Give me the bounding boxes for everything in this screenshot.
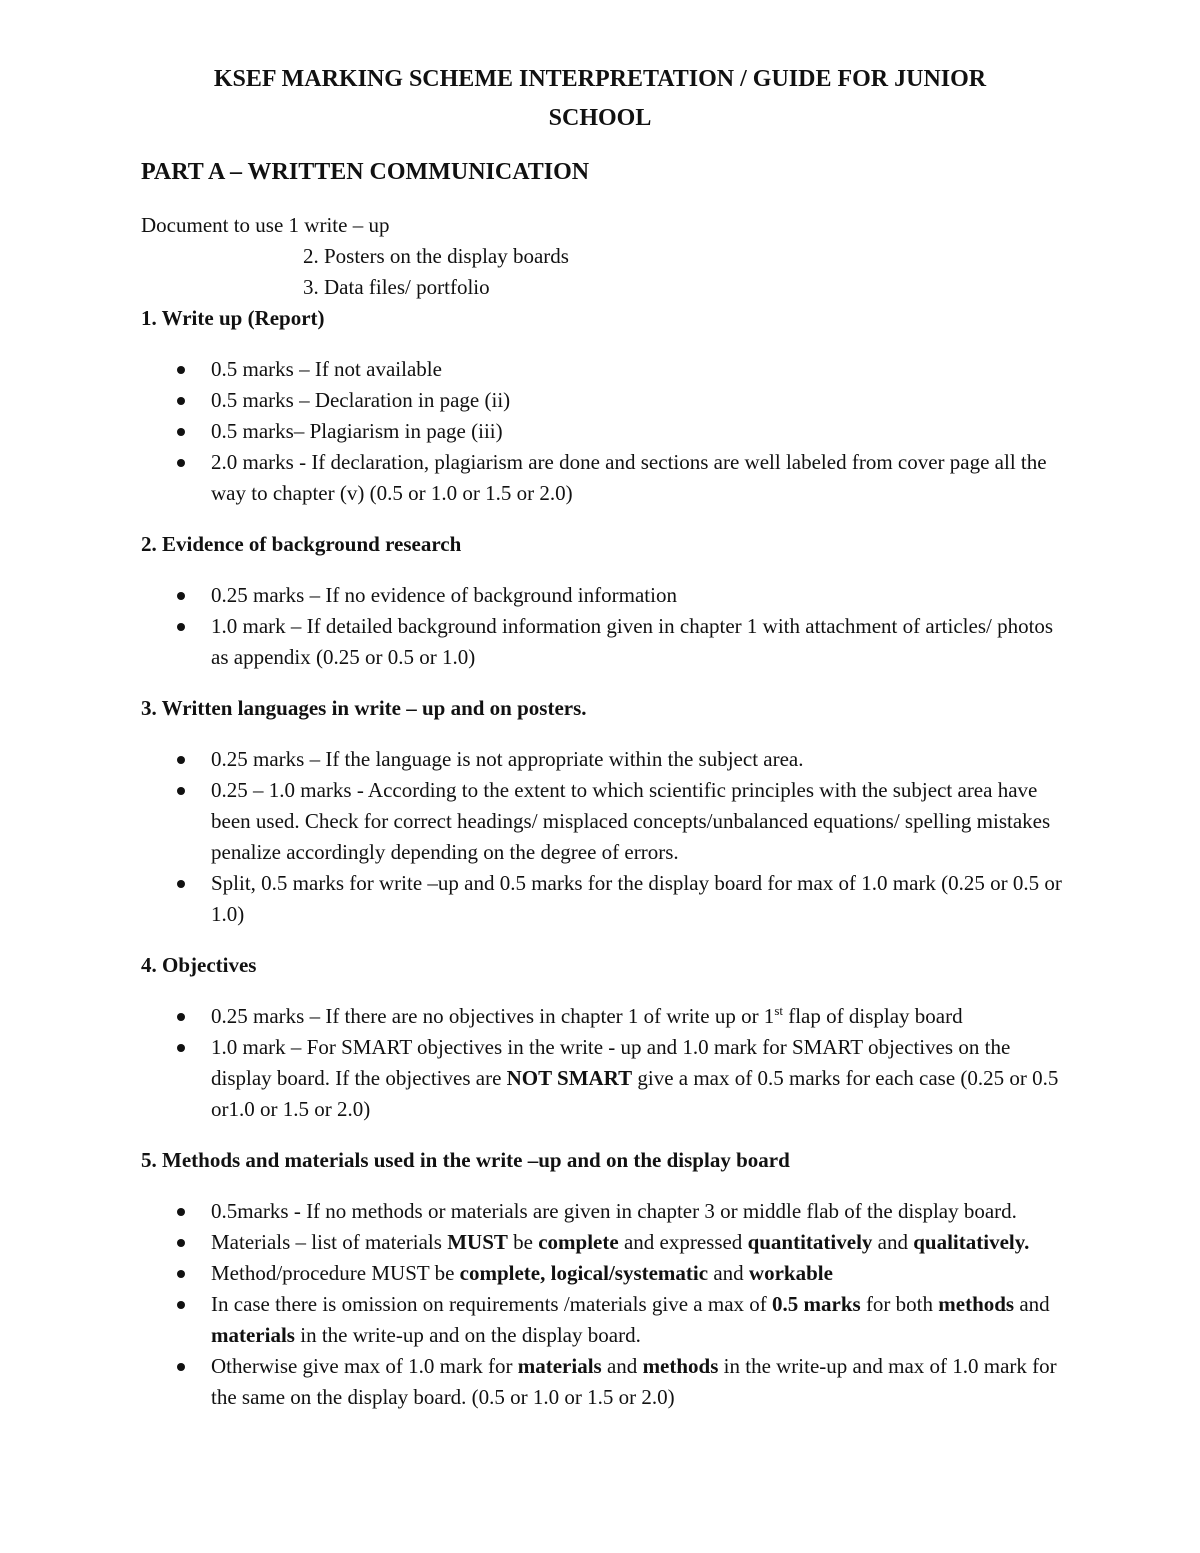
bullet-icon (177, 459, 185, 467)
list-item: Split, 0.5 marks for write –up and 0.5 marks for the display board for max of 1.0 mark (0.25 or 0.5 or 1.0) (141, 868, 1071, 930)
list-item: 2.0 marks - If declaration, plagiarism are done and sections are well labeled from cover page all the way to chapter (v) (0.5 or 1.0 or 1.5 or 2.0) (141, 447, 1071, 509)
documents-line-1: Document to use 1 write – up (141, 213, 390, 237)
section-heading-5: 5. Methods and materials used in the write –up and on the display board (141, 1148, 790, 1172)
bullet-icon (177, 1239, 185, 1247)
bullet-icon (177, 880, 185, 888)
list-item: Materials – list of materials MUST be complete and expressed quantitatively and qualitatively. (141, 1227, 1071, 1258)
list-item: 0.5 marks – If not available (141, 354, 1071, 385)
list-item: 1.0 mark – For SMART objectives in the write - up and 1.0 mark for SMART objectives on the display board. If the objectives are NOT SMART give a max of 0.5 marks for each case (0.25 or 0.5 or1.0 or 1.5 or 2.0) (141, 1032, 1071, 1125)
bullet-icon (177, 1044, 185, 1052)
bullet-icon (177, 397, 185, 405)
bullet-icon (177, 1013, 185, 1021)
list-item: 0.25 marks – If no evidence of background information (141, 580, 1071, 611)
bullet-icon (177, 1301, 185, 1309)
list-item: 0.25 marks – If the language is not appropriate within the subject area. (141, 744, 1071, 775)
bullet-icon (177, 1363, 185, 1371)
bullet-icon (177, 623, 185, 631)
list-item: 0.25 – 1.0 marks - According to the extent to which scientific principles with the subject area have been used. Check for correct headings/ misplaced concepts/unbalanced equations/ spelling mistakes penalize accordingly depending on the degree of errors. (141, 775, 1071, 868)
section-heading-3: 3. Written languages in write – up and on posters. (141, 696, 587, 720)
list-item: 0.5marks - If no methods or materials are given in chapter 3 or middle flab of the display board. (141, 1196, 1071, 1227)
section-heading-1: 1. Write up (Report) (141, 306, 325, 330)
section-4-list (141, 1001, 1071, 1125)
documents-to-use (141, 210, 1071, 303)
part-heading: PART A – WRITTEN COMMUNICATION (141, 159, 590, 185)
bullet-icon (177, 592, 185, 600)
section-3-list (141, 744, 1071, 930)
bullet-icon (177, 428, 185, 436)
list-item: 0.25 marks – If there are no objectives in chapter 1 of write up or 1st flap of display board (141, 1001, 1071, 1032)
document-title (100, 60, 1100, 138)
title-line-1: KSEF MARKING SCHEME INTERPRETATION / GUIDE FOR JUNIOR (213, 66, 987, 92)
bullet-icon (177, 787, 185, 795)
bullet-icon (177, 756, 185, 764)
list-item: 0.5 marks – Declaration in page (ii) (141, 385, 1071, 416)
section-heading-4: 4. Objectives (141, 953, 257, 977)
title-line-2: SCHOOL (548, 105, 652, 131)
section-1-list (141, 354, 1071, 509)
section-heading-2: 2. Evidence of background research (141, 532, 462, 556)
section-2-list (141, 580, 1071, 673)
documents-line-3: 3. Data files/ portfolio (303, 275, 490, 299)
list-item: Method/procedure MUST be complete, logical/systematic and workable (141, 1258, 1071, 1289)
section-5-list (141, 1196, 1071, 1413)
list-item: 0.5 marks– Plagiarism in page (iii) (141, 416, 1071, 447)
documents-line-2: 2. Posters on the display boards (303, 244, 569, 268)
bullet-icon (177, 366, 185, 374)
list-item: Otherwise give max of 1.0 mark for materials and methods in the write-up and max of 1.0 mark for the same on the display board. (0.5 or 1.0 or 1.5 or 2.0) (141, 1351, 1071, 1413)
list-item: In case there is omission on requirements /materials give a max of 0.5 marks for both methods and materials in the write-up and on the display board. (141, 1289, 1071, 1351)
bullet-icon (177, 1270, 185, 1278)
bullet-icon (177, 1208, 185, 1216)
list-item: 1.0 mark – If detailed background information given in chapter 1 with attachment of articles/ photos as appendix (0.25 or 0.5 or 1.0) (141, 611, 1071, 673)
document-body (141, 210, 1071, 1413)
